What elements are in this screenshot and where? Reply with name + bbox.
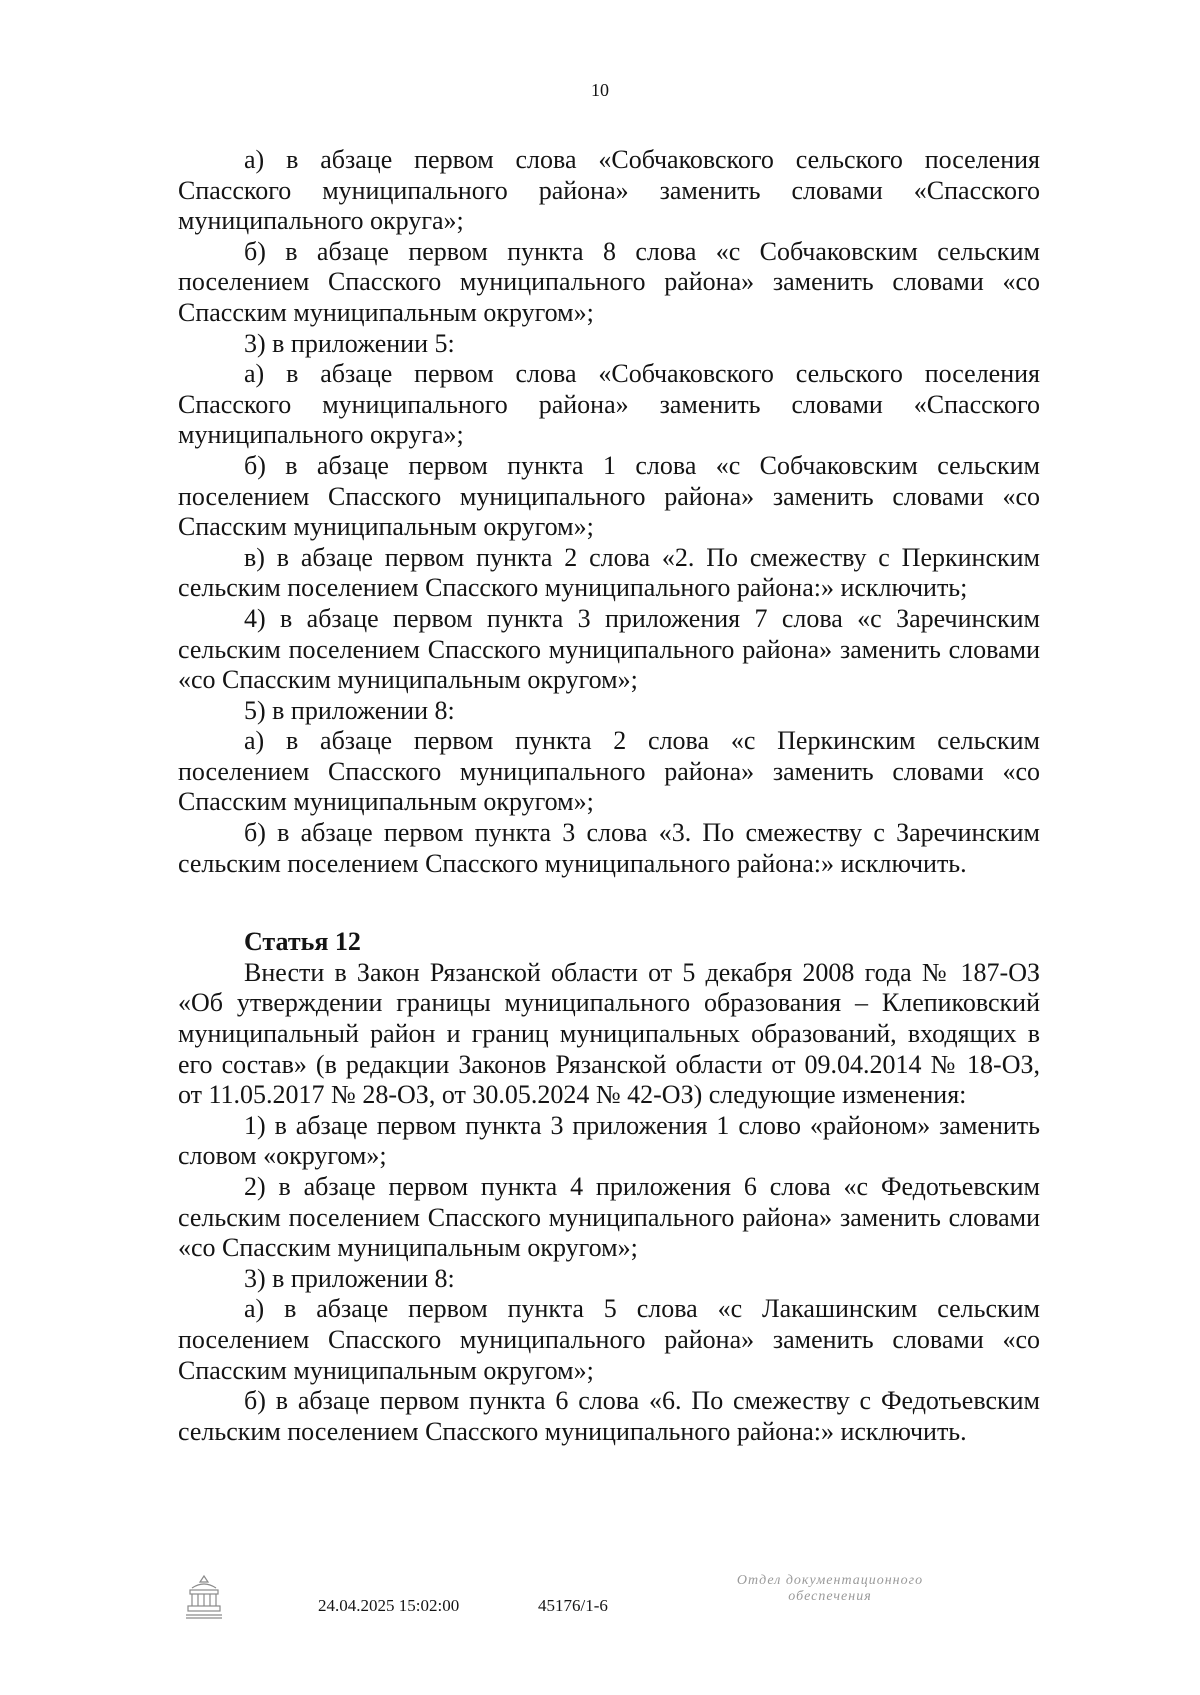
paragraph: 4) в абзаце первом пункта 3 приложения 7 слова «с Заречинским сельским поселением Спасского муниципального района» заменить словами «со Спасским муниципальным округом»; <box>178 603 1040 695</box>
stamp-line: обеспечения <box>788 1589 872 1604</box>
page-number: 10 <box>591 80 609 100</box>
footer-doc-number: 45176/1-6 <box>538 1596 608 1615</box>
paragraph: 3) в приложении 8: <box>244 1263 455 1293</box>
paragraph: Внести в Закон Рязанской области от 5 декабря 2008 года № 187-ОЗ «Об утверждении границы муниципального образования – Клепиковский муниципальный район и границ муниципальных образований, входящих в его состав» (в редакции Законов Рязанской области от 09.04.2014 № 18-ОЗ, от 11.05.2017 № 28-ОЗ, от 30.05.2024 № 42-ОЗ) следующие изменения: <box>178 957 1040 1110</box>
paragraph: а) в абзаце первом слова «Собчаковского сельского поселения Спасского муниципального района» заменить словами «Спасского муниципального округа»; <box>178 145 1040 236</box>
paragraph: б) в абзаце первом пункта 6 слова «6. По смежеству с Федотьевским сельским поселением Спасского муниципального района:» исключить. <box>178 1386 1040 1446</box>
stamp-line: Отдел документационного <box>736 1573 924 1588</box>
section-title: Статья 12 <box>244 927 361 957</box>
coat-of-arms-icon <box>182 1572 226 1622</box>
footer-date: 24.04.2025 15:02:00 <box>318 1596 460 1615</box>
document-body <box>178 145 1040 1447</box>
department-stamp <box>700 1573 960 1605</box>
paragraph: 1) в абзаце первом пункта 3 приложения 1 слово «районом» заменить словом «округом»; <box>178 1110 1040 1171</box>
paragraph: б) в абзаце первом пункта 1 слова «с Собчаковским сельским поселением Спасского муниципального района» заменить словами «со Спасским муниципальным округом»; <box>178 450 1040 542</box>
paragraph: 3) в приложении 5: <box>244 328 455 358</box>
paragraph: а) в абзаце первом пункта 2 слова «с Перкинским сельским поселением Спасского муниципального района» заменить словами «со Спасским муниципальным округом»; <box>178 726 1040 817</box>
paragraph: 2) в абзаце первом пункта 4 приложения 6 слова «с Федотьевским сельским поселением Спасского муниципального района» заменить словами «со Спасским муниципальным округом»; <box>178 1172 1040 1263</box>
paragraph: б) в абзаце первом пункта 8 слова «с Собчаковским сельским поселением Спасского муниципального района» заменить словами «со Спасским муниципальным округом»; <box>178 236 1040 327</box>
paragraph: а) в абзаце первом пункта 5 слова «с Лакашинским сельским поселением Спасского муниципального района» заменить словами «со Спасским муниципальным округом»; <box>178 1294 1040 1385</box>
paragraph: в) в абзаце первом пункта 2 слова «2. По смежеству с Перкинским сельским поселением Спасского муниципального района:» исключить; <box>178 542 1040 603</box>
paragraph: 5) в приложении 8: <box>244 695 455 725</box>
paragraph: а) в абзаце первом слова «Собчаковского сельского поселения Спасского муниципального района» заменить словами «Спасского муниципального округа»; <box>178 359 1040 450</box>
paragraph: б) в абзаце первом пункта 3 слова «3. По смежеству с Заречинским сельским поселением Спасского муниципального района:» исключить. <box>178 818 1040 878</box>
